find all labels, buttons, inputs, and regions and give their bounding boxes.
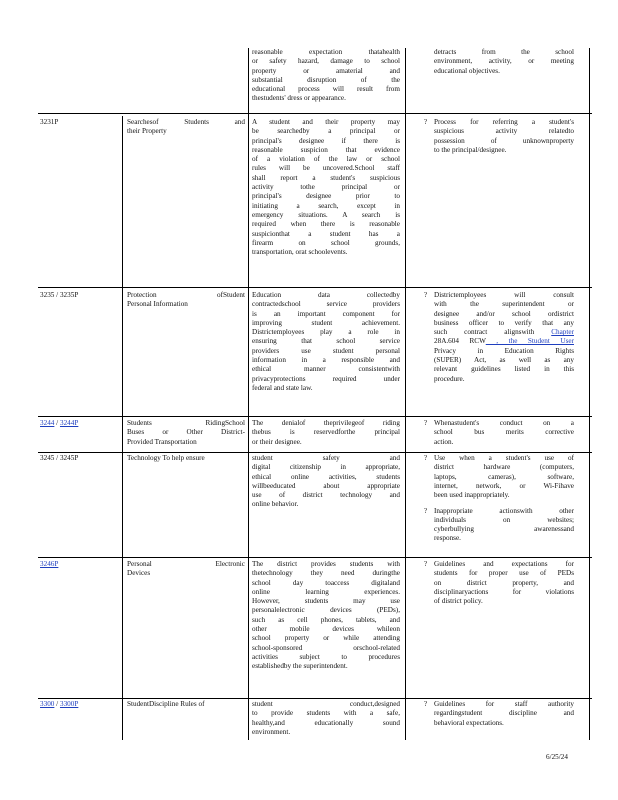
text-line: contractedschool service providers (252, 300, 400, 309)
text-line: Whenastudent's conduct on a (434, 419, 574, 427)
policy-code-text: 3235 / 3235P (40, 291, 79, 299)
policy-code (40, 419, 120, 428)
column-rule (122, 116, 123, 740)
text-line: Protection ofStudent (127, 291, 245, 299)
text-line: Districtemployees will consult (434, 291, 574, 299)
procedure-note (424, 560, 574, 606)
policy-link[interactable]: 3244P (59, 419, 79, 427)
policy-code-text: / (54, 419, 60, 427)
text-line: providers use student personal (252, 346, 400, 355)
text-line: The district provides students with (252, 560, 400, 568)
policy-title (127, 419, 245, 447)
row-rule (38, 452, 592, 453)
text-line: Personal Electronic (127, 560, 245, 568)
policy-description (252, 118, 400, 257)
row-rule (38, 557, 592, 558)
text-line: digital citizenship in appropriate, (252, 463, 400, 472)
text-line: Guidelines and expectations for (434, 560, 574, 568)
policy-code (40, 454, 120, 463)
text-line: students for proper use of PEDs (434, 569, 574, 578)
text-line: reasonable suspicion that evidence (252, 145, 400, 154)
text-line: been used inappropriately. (434, 491, 510, 500)
text-line: transportation, orat schoolevents. (252, 248, 348, 257)
policy-code-text: 3245 / 3245P (40, 454, 79, 462)
policy-description (252, 48, 400, 104)
text-line: activities subject to procedures (252, 652, 400, 661)
text-line: relevant guidelines listed in this (434, 365, 574, 374)
policy-title (127, 700, 245, 709)
text-line: ethical manner consistentwith (252, 365, 400, 374)
text-line: regardingstudent discipline and (434, 709, 574, 718)
text-line: thetechnology they need duringthe (252, 569, 400, 578)
bullet-icon: ? (424, 454, 428, 462)
text-line: environment. (252, 727, 291, 736)
policy-link[interactable]: 3244 (40, 419, 55, 427)
procedure-note (424, 700, 574, 728)
text-line: action. (434, 437, 454, 446)
row-rule (38, 113, 592, 114)
text-line: reasonable expectation thatahealth (252, 48, 400, 56)
text-line: designee and/or school ordistrict (434, 309, 574, 318)
text-line: to the principal/designee. (434, 145, 507, 154)
text-line: online behavior. (252, 500, 299, 509)
text-line: individuals on websites; (434, 515, 574, 524)
text-line: other mobile devices whileon (252, 625, 400, 634)
text-line: information in a responsible and (252, 356, 400, 365)
text-line: Districtemployees play a role in (252, 328, 400, 337)
bullet-icon: ? (424, 291, 428, 299)
text-line: shall report a student's suspicious (252, 173, 400, 182)
row-rule (38, 698, 592, 699)
procedure-note (424, 454, 574, 500)
text-line: (SUPER) Act, as well as any (434, 356, 574, 365)
row-rule (38, 287, 592, 288)
text-line: However, students may use (252, 597, 400, 606)
policy-code (40, 700, 120, 709)
policy-code (40, 118, 120, 127)
text-line: student safety and (252, 454, 400, 462)
row-rule (38, 416, 592, 417)
text-line: Inappropriate actionswith other (434, 506, 574, 515)
text-line: Technology To help ensure (127, 454, 205, 462)
text-line: laptops, cameras), software, (434, 472, 574, 481)
text-line: Devices (127, 569, 151, 578)
text-line: Provided Transportation (127, 437, 197, 446)
text-line: or safety hazard, damage to school (252, 57, 400, 66)
policy-code-text: / (54, 700, 60, 708)
text-line: 28A.604 RCW , the Student User (434, 337, 574, 346)
text-line: substantial disruption of the (252, 75, 400, 84)
bullet-icon: ? (424, 118, 428, 126)
text-line: of a violation of the law or school (252, 155, 400, 164)
policy-description (252, 454, 400, 510)
text-line: Buses or Other District- (127, 428, 245, 437)
text-line: such contract alignswith Chapter (434, 328, 574, 337)
text-line: healthy,and educationally sound (252, 718, 400, 727)
policy-code (40, 291, 120, 300)
text-line: district hardware (computers, (434, 463, 574, 472)
policy-description (252, 560, 400, 672)
text-line: possession of unknownproperty (434, 136, 574, 145)
column-rule (405, 48, 406, 740)
text-line: suspicionthat a student has a (252, 229, 400, 238)
text-line: personalelectronic devices (PEDs), (252, 606, 400, 615)
text-line: privacyprotections required under (252, 374, 400, 383)
text-line: principal's designee prior to (252, 192, 400, 201)
text-line: Personal Information (127, 300, 188, 309)
text-line: of district policy. (434, 597, 483, 606)
policy-link[interactable]: 3246P (40, 560, 59, 568)
text-line: educational process will result from (252, 85, 400, 94)
text-line: Privacy in Education Rights (434, 346, 574, 355)
policy-code (40, 560, 120, 569)
text-line: behavioral expectations. (434, 718, 504, 727)
text-line: Students RidingSchool (127, 419, 245, 427)
text-line: school bus merits corrective (434, 428, 574, 437)
text-line: rules will be uncovered.School staff (252, 164, 400, 173)
text-line: ensuring that school service (252, 337, 400, 346)
text-line: environment, activity, or meeting (434, 57, 574, 66)
text-line: on district property, and (434, 578, 574, 587)
policy-link[interactable]: 3300 (40, 700, 55, 708)
text-line: emergency situations. A search is (252, 210, 400, 219)
text-line: Use when a student's use of (434, 454, 574, 462)
text-line: be searchedby a principal or (252, 127, 400, 136)
policy-description (252, 419, 400, 447)
text-line: firearm on school grounds, (252, 238, 400, 247)
text-line: school property or while attending (252, 634, 400, 643)
policy-title (127, 560, 245, 579)
text-line: thestudents' dress or appearance. (252, 94, 346, 103)
text-line: school-sponsored orschool-related (252, 643, 400, 652)
text-line: business officer to verify that any (434, 318, 574, 327)
text-line: such as cell phones, tablets, and (252, 615, 400, 624)
bullet-icon: ? (424, 700, 428, 708)
text-line: procedure. (434, 374, 465, 383)
text-line: StudentDiscipline Rules of (127, 700, 205, 708)
text-line: The denialof theprivilegeof riding (252, 419, 400, 427)
text-line: principal's designee if there is (252, 136, 400, 145)
policy-title (127, 291, 245, 310)
text-line: school day toaccess digitaland (252, 578, 400, 587)
policy-link[interactable]: 3300P (59, 700, 79, 708)
bullet-icon: ? (424, 560, 428, 568)
text-line: Guidelines for staff authority (434, 700, 574, 708)
text-line: ethical online activities, students (252, 472, 400, 481)
text-line: detracts from the school (434, 48, 574, 56)
text-line: use of district technology and (252, 491, 400, 500)
text-line: response. (434, 534, 461, 543)
procedure-note (424, 506, 574, 544)
text-line: their Property (127, 127, 167, 136)
rcw-link[interactable]: , the Student User (485, 337, 574, 346)
text-line: activity tothe principal or (252, 183, 400, 192)
text-line: suspicious activity relatedto (434, 127, 574, 136)
policy-title (127, 118, 245, 137)
procedure-note (424, 419, 574, 447)
text-line: improving student achievement. (252, 318, 400, 327)
text-line: internet, network, or Wi-Fihave (434, 481, 574, 490)
column-rule (589, 48, 590, 740)
procedure-note (424, 291, 574, 384)
text-line: disciplinaryactions for violations (434, 587, 574, 596)
policy-title (127, 454, 245, 463)
text-line: online learning experiences. (252, 587, 400, 596)
bullet-icon: ? (424, 419, 428, 427)
text-line: initiating a search, except in (252, 201, 400, 210)
bullet-icon: ? (424, 506, 428, 515)
procedure-note (424, 118, 574, 155)
column-rule (248, 48, 249, 740)
text-line: A student and their property may (252, 118, 400, 126)
text-line: willbeeducated about appropriate (252, 481, 400, 490)
text-line: is an important component for (252, 309, 400, 318)
policy-description (252, 291, 400, 393)
policy-code-text: 3231P (40, 118, 59, 126)
text-line: required when there is reasonable (252, 220, 400, 229)
rcw-link[interactable]: Chapter (551, 328, 574, 337)
text-line: federal and state law. (252, 383, 313, 392)
procedure-note (434, 48, 574, 76)
text-line: cyberbullying awarenessand (434, 525, 574, 534)
policy-description (252, 700, 400, 737)
text-line: student conduct,designed (252, 700, 400, 708)
footer-date: 6/25/24 (546, 753, 568, 761)
text-line: educational objectives. (434, 66, 500, 75)
text-line: to provide students with a safe, (252, 709, 400, 718)
text-line: with the superintendent or (434, 300, 574, 309)
text-line: thebus is reservedforthe principal (252, 428, 400, 437)
text-line: Searchesof Students and (127, 118, 245, 126)
text-line: establishedby the superintendent. (252, 662, 348, 671)
text-line: Process for referring a student's (434, 118, 574, 126)
text-line: Education data collectedby (252, 291, 400, 299)
text-line: property or amaterial and (252, 66, 400, 75)
text-line: or their designee. (252, 437, 302, 446)
